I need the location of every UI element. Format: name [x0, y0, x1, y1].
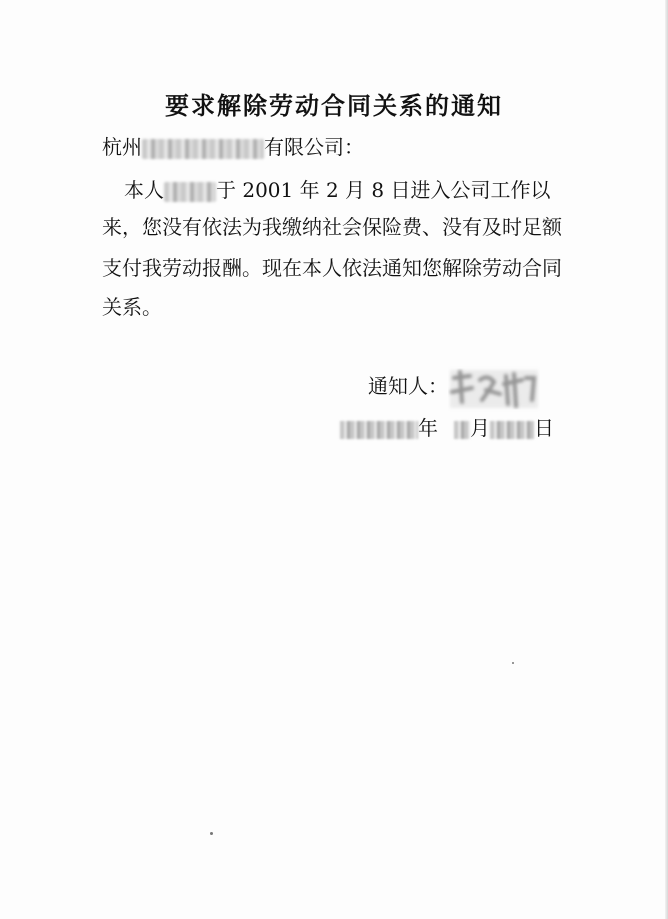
- body-line-1: [124, 176, 551, 204]
- redacted-employee-name: [164, 182, 216, 202]
- handwritten-signature-redacted: [448, 366, 540, 412]
- date-year-unit: 年: [418, 416, 438, 440]
- recipient-line: [102, 133, 364, 161]
- recipient-suffix: 有限公司：: [264, 135, 364, 159]
- scan-speck: [512, 662, 514, 664]
- body-line-4: 关系。: [102, 295, 162, 319]
- redacted-year: [340, 421, 418, 439]
- body-line-3: 支付我劳动报酬。现在本人依法通知您解除劳动合同: [102, 256, 562, 280]
- redacted-company-name: [142, 139, 264, 159]
- body-line-2: 来，您没有依法为我缴纳社会保险费、没有及时足额: [102, 215, 562, 239]
- date-day-unit: 日: [534, 416, 554, 440]
- date-line: [340, 414, 554, 442]
- recipient-prefix: 杭州: [102, 135, 142, 159]
- date-month-unit: 月: [470, 416, 490, 440]
- redacted-day: [490, 421, 534, 439]
- signer-label: 通知人：: [368, 374, 448, 398]
- body-line-1-start: 本人: [124, 178, 164, 202]
- scan-speck: [210, 832, 213, 835]
- redacted-month: [454, 421, 470, 439]
- body-line-1-end: 于 2001 年 2 月 8 日进入公司工作以: [216, 178, 551, 202]
- notice-title: 要求解除劳动合同关系的通知: [165, 91, 503, 120]
